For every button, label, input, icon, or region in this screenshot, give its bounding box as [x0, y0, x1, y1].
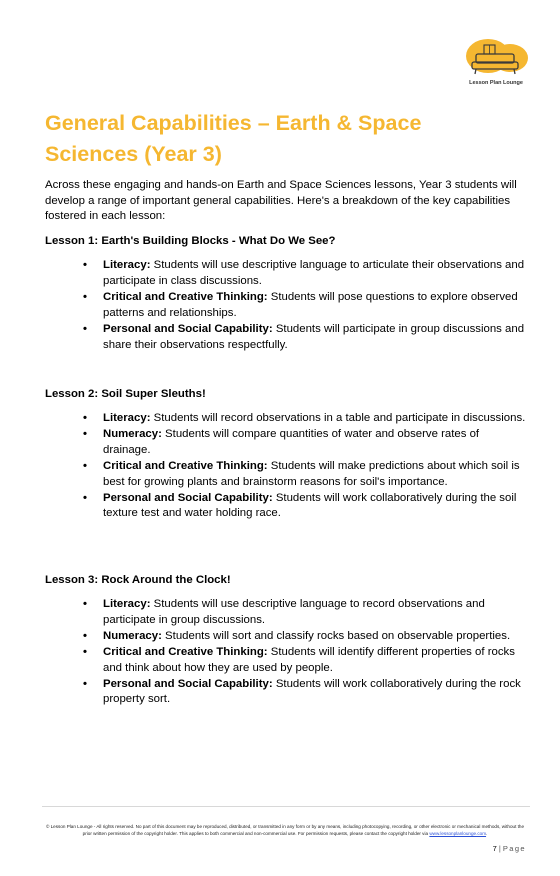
capability-list	[83, 597, 528, 708]
page-word: Page	[502, 844, 526, 853]
bullet-icon: •	[83, 427, 87, 440]
capability-item	[83, 322, 528, 354]
bullet-icon: •	[83, 290, 87, 303]
capability-item	[83, 258, 528, 290]
capability-text: Students will work collaboratively during the soil texture test and water holding race.	[103, 491, 517, 520]
capability-text: Students will make predictions about which soil is best for growing plants and brainstorm reasons for soil's importance.	[103, 459, 520, 488]
capability-list	[83, 258, 528, 353]
bullet-icon: •	[83, 412, 87, 424]
page-number-value: 7	[492, 844, 497, 853]
capability-item	[83, 629, 528, 645]
capability-item	[83, 427, 528, 459]
capability-item	[83, 677, 528, 709]
capability-list	[83, 411, 528, 522]
capability-name: Personal and Social Capability:	[103, 491, 273, 504]
capability-item	[83, 459, 528, 491]
intro-paragraph: Across these engaging and hands-on Earth and Space Sciences lessons, Year 3 students will develop a range of important general capabilities. Here's a breakdown of the key capabilities fostered in each lesson:	[45, 179, 517, 223]
capability-name: Critical and Creative Thinking:	[103, 290, 268, 303]
capability-text: Students will use descriptive language to record observations and participate in group discussions.	[103, 598, 485, 626]
footer-divider	[42, 806, 530, 807]
bullet-icon: •	[83, 459, 87, 472]
lesson-heading: Lesson 3: Rock Around the Clock!	[45, 574, 231, 586]
capability-text: Students will sort and classify rocks based on observable properties.	[161, 629, 511, 642]
copyright-text: © Lesson Plan Lounge - All rights reserved. No part of this document may be reproduced, distributed, or transmitted in any form or by any means, including photocopying, recording, or other electronic or mechanical methods, without the prior written permission of the copyright holder. This applies to both commercial and non-commercial use. For permission requests, please contact the copyright holder via	[45, 824, 525, 836]
bullet-icon: •	[83, 491, 87, 504]
bullet-icon: •	[83, 322, 87, 335]
capability-item	[83, 597, 528, 629]
page-number	[493, 844, 526, 853]
website-link[interactable]: www.lessonplanlounge.com	[429, 830, 487, 836]
capability-text: Students will participate in group discussions and share their observations respectfully.	[103, 322, 525, 351]
link-suffix: .	[486, 830, 488, 836]
lesson-heading: Lesson 2: Soil Super Sleuths!	[45, 388, 206, 400]
capability-text: Students will work collaboratively during the rock property sort.	[103, 677, 521, 706]
capability-name: Numeracy:	[103, 629, 162, 642]
capability-text: Students will pose questions to explore observed patterns and relationships.	[103, 290, 518, 319]
capability-item	[83, 411, 528, 427]
capability-item	[83, 645, 528, 677]
copyright-notice	[45, 824, 525, 837]
capability-text: Students will identify different properties of rocks and think about how they are used by people.	[103, 645, 515, 674]
capability-name: Numeracy:	[103, 427, 162, 440]
capability-name: Critical and Creative Thinking:	[103, 459, 268, 472]
capability-item	[83, 290, 528, 322]
logo-text: Lesson Plan Lounge	[469, 80, 523, 86]
capability-name: Personal and Social Capability:	[103, 322, 273, 335]
capability-text: Students will use descriptive language to articulate their observations and participate in class discussions.	[103, 259, 525, 287]
capability-name: Literacy:	[103, 412, 151, 424]
bullet-icon: •	[83, 598, 87, 610]
bullet-icon: •	[83, 677, 87, 690]
capability-name: Literacy:	[103, 259, 151, 271]
capability-name: Critical and Creative Thinking:	[103, 645, 268, 658]
capability-name: Personal and Social Capability:	[103, 677, 273, 690]
capability-text: Students will compare quantities of water and observe rates of drainage.	[103, 427, 480, 456]
page-separator: |	[496, 844, 503, 853]
lesson-heading: Lesson 1: Earth's Building Blocks - What Do We See?	[45, 235, 336, 247]
bullet-icon: •	[83, 259, 87, 271]
capability-item	[83, 491, 528, 523]
capability-text: Students will record observations in a table and participate in discussions.	[150, 412, 526, 424]
capability-name: Literacy:	[103, 598, 151, 610]
bullet-icon: •	[83, 629, 87, 642]
bullet-icon: •	[83, 645, 87, 658]
page-title: General Capabilities – Earth & Space Sciences (Year 3)	[45, 111, 422, 166]
